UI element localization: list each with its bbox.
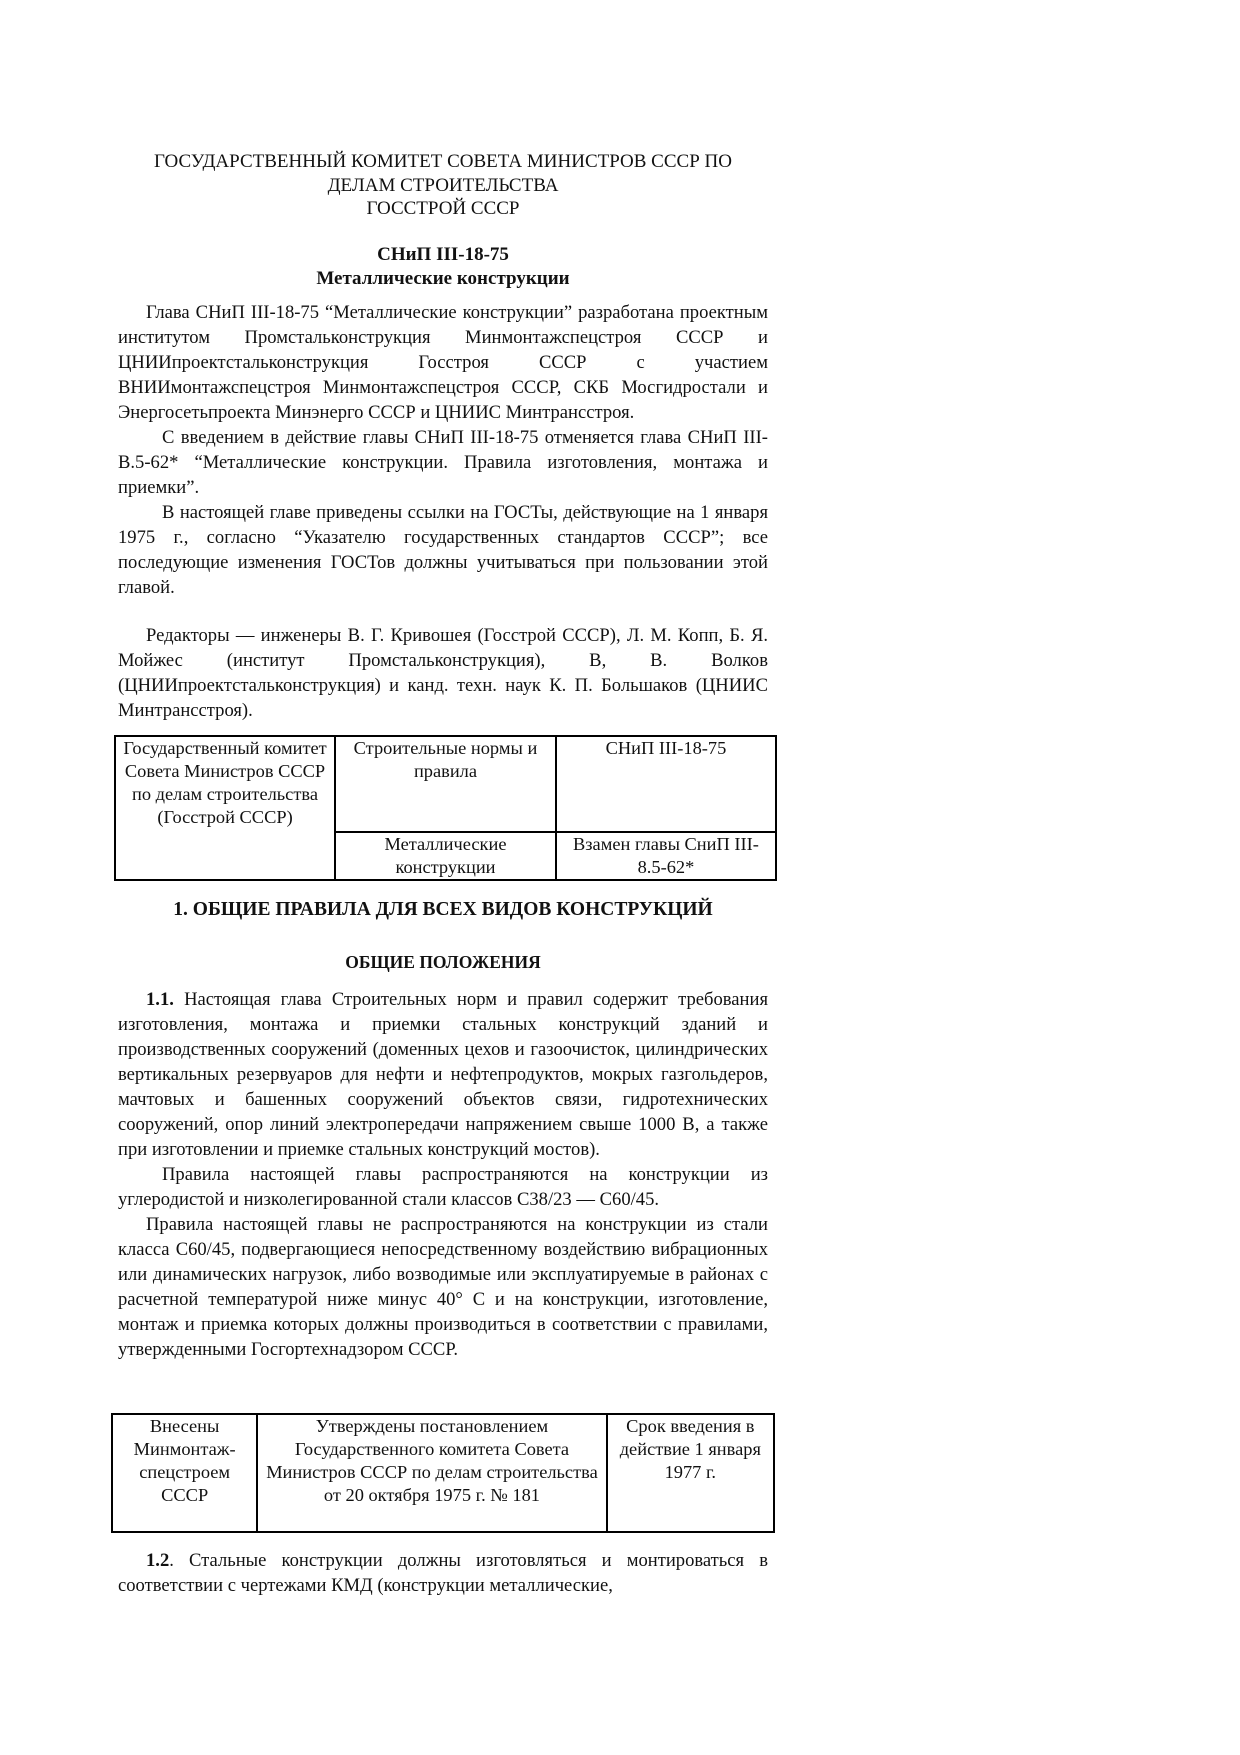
agency-cell: Государственный комитет Совета Министров СССР по делам строительства (Госстрой СССР) — [115, 736, 335, 880]
general-provisions — [118, 987, 768, 1362]
clause-1-2-section — [118, 1548, 768, 1598]
intro-paragraph-3: В настоящей главе приведены ссылки на ГОСТы, действующие на 1 января 1975 г., согласно “Указателю государственных стандартов СССР”; все последующие изменения ГОСТов должны учитываться при пользовании этой главой. — [118, 502, 768, 598]
subsection-heading: ОБЩИЕ ПОЛОЖЕНИЯ — [345, 952, 541, 972]
approval-table — [111, 1413, 775, 1533]
editors-paragraph: Редакторы — инженеры В. Г. Кривошея (Госстрой СССР), Л. М. Копп, Б. Я. Мойжес (институт Промстальконструкция), В, В. Волков (ЦНИИпроектстальконструкция) и канд. техн. наук К. П. Большаков (ЦНИИС Минтрансстроя). — [118, 625, 768, 721]
code-cell: СНиП III-18-75 — [556, 736, 776, 832]
clause-1-1 — [118, 987, 768, 1162]
submitted-by-cell: Внесены Минмонтаж-спецстроем СССР — [112, 1414, 257, 1532]
document-code: СНиП III-18-75 — [377, 244, 509, 265]
clause-1-2 — [118, 1548, 768, 1598]
subject-cell: Металлические конструкции — [335, 832, 556, 880]
intro-paragraph-1: Глава СНиП III-18-75 “Металлические конструкции” разработана проектным институтом Промстальконструкция Минмонтажспецстроя СССР и ЦНИИпроектстальконструкция Госстроя СССР с участием ВНИИмонтажспецстроя Минмонтажспецстроя СССР, СКБ Мосгидростали и Энергосетьпроекта Минэнерго СССР и ЦНИИС Минтрансстроя. — [118, 302, 768, 423]
section-heading: 1. ОБЩИЕ ПРАВИЛА ДЛЯ ВСЕХ ВИДОВ КОНСТРУКЦИЙ — [173, 899, 713, 920]
document-name: Металлические конструкции — [316, 268, 570, 289]
editors-section — [118, 623, 768, 723]
intro-section — [118, 300, 768, 600]
clause-1-1-paragraph-3: Правила настоящей главы не распространяются на конструкции из стали класса С60/45, подвергающиеся непосредственному воздействию вибрационных или динамических нагрузок, либо возводимые или эксплуатируемые в районах с расчетной температурой ниже минус 40° С и на конструкции, изготовление, монтаж и приемка которых должны производиться в соответствии с правилами, утвержденными Госгортехнадзором СССР. — [118, 1214, 768, 1360]
approved-by-cell: Утверждены постановлением Государственного комитета Совета Министров СССР по делам строительства от 20 октября 1975 г. № 181 — [257, 1414, 606, 1532]
clause-1-2-text: . Стальные конструкции должны изготовляться и монтироваться в соответствии с чертежами КМД (конструкции металлические, — [118, 1550, 768, 1596]
header-line-2: ДЕЛАМ СТРОИТЕЛЬСТВА — [327, 174, 559, 196]
document-info-table — [114, 735, 777, 881]
clause-1-1-text: Настоящая глава Строительных норм и правил содержит требования изготовления, монтажа и приемки стальных конструкций зданий и производственных сооружений (доменных цехов и газоочисток, цилиндрических вертикальных резервуаров для нефти и нефтепродуктов, мокрых газгольдеров, мачтовых и башенных сооружений объектов связи, гидротехнических сооружений, опор линий электропередачи напряжением свыше 1000 В, а также при изготовлении и приемке стальных конструкций мостов). — [118, 989, 768, 1160]
norms-cell: Строительные нормы и правила — [335, 736, 556, 832]
header-line-3: ГОССТРОЙ СССР — [366, 198, 520, 219]
clause-1-1-paragraph-2: Правила настоящей главы распространяются на конструкции из углеродистой и низколегированной стали классов С38/23 — С60/45. — [118, 1164, 768, 1210]
intro-paragraph-2: С введением в действие главы СНиП III-18-75 отменяется глава СНиП III-В.5-62* “Металлические конструкции. Правила изготовления, монтажа и приемки”. — [118, 427, 768, 498]
clause-1-1-number: 1.1. — [146, 989, 174, 1010]
effective-date-cell: Срок введения в действие 1 января 1977 г. — [607, 1414, 774, 1532]
header-line-1: ГОСУДАРСТВЕННЫЙ КОМИТЕТ СОВЕТА МИНИСТРОВ СССР ПО — [154, 151, 732, 172]
issuing-authority-header — [118, 150, 768, 221]
clause-1-2-number: 1.2 — [146, 1550, 170, 1571]
document-title — [118, 243, 768, 291]
replaces-cell: Взамен главы СниП III-8.5-62* — [556, 832, 776, 880]
